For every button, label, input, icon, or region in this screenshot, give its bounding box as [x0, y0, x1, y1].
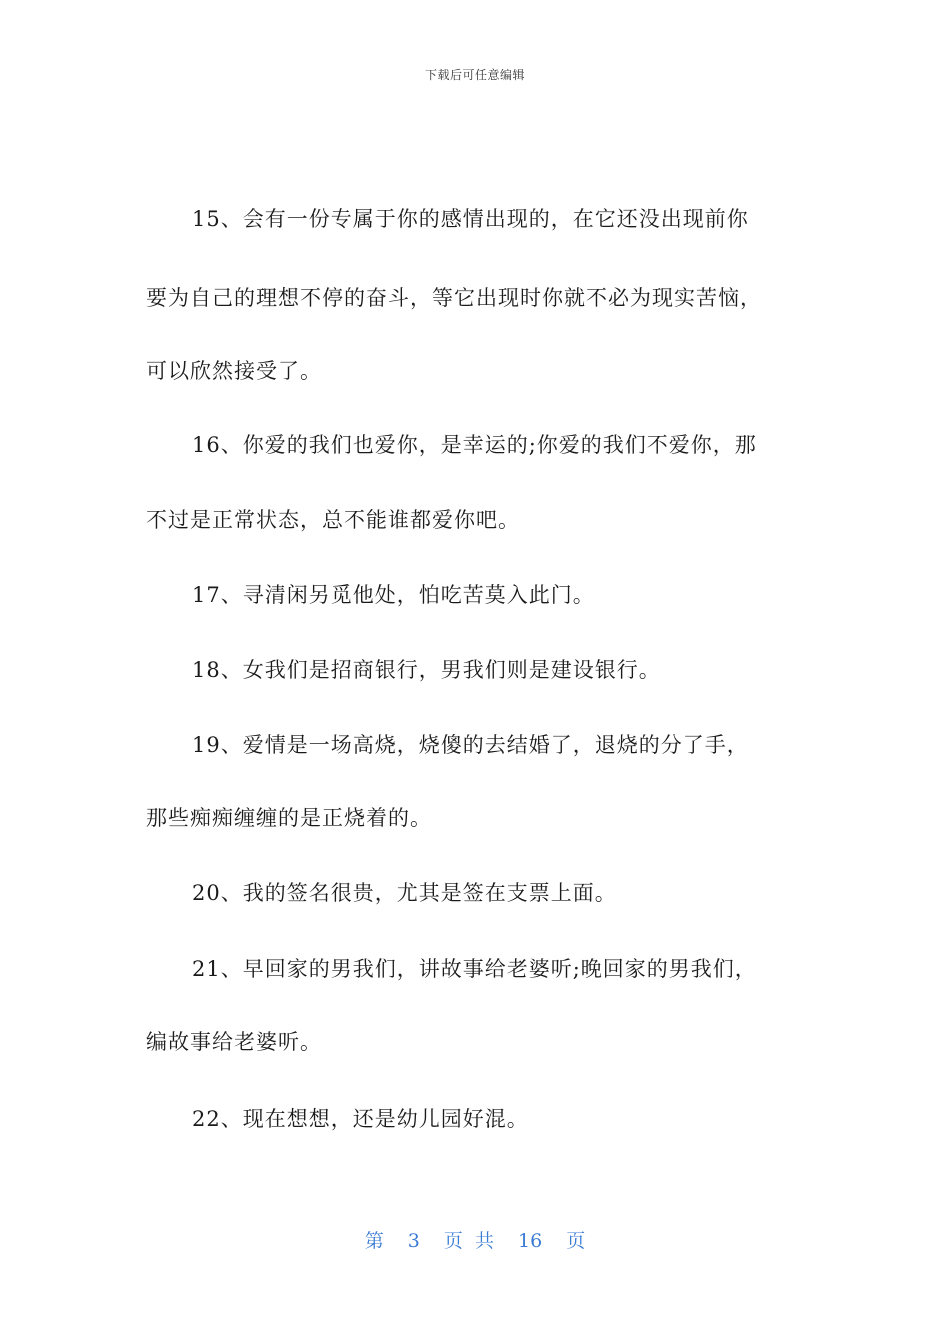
paragraph-line: 要为自己的理想不停的奋斗，等它出现时你就不必为现实苦恼，	[146, 286, 762, 310]
page-footer	[0, 1226, 950, 1253]
footer-label-suffix: 页	[566, 1230, 586, 1252]
paragraph-line: 17、寻清闲另觅他处，怕吃苦莫入此门。	[192, 583, 595, 607]
current-page-number: 3	[407, 1230, 420, 1252]
paragraph-line: 20、我的签名很贵，尤其是签在支票上面。	[192, 881, 617, 905]
paragraph-line: 可以欣然接受了。	[146, 359, 322, 383]
paragraph-line: 不过是正常状态，总不能谁都爱你吧。	[146, 508, 520, 532]
paragraph-line: 18、女我们是招商银行，男我们则是建设银行。	[192, 658, 661, 682]
footer-label-mid: 页 共	[443, 1230, 494, 1252]
paragraph-line: 21、早回家的男我们，讲故事给老婆听;晚回家的男我们，	[192, 957, 757, 981]
page-header: 下载后可任意编辑	[424, 68, 525, 82]
paragraph-line: 22、现在想想，还是幼儿园好混。	[192, 1107, 529, 1131]
paragraph-line: 编故事给老婆听。	[146, 1030, 322, 1054]
footer-label-prefix: 第	[364, 1230, 384, 1252]
paragraph-line: 15、会有一份专属于你的感情出现的，在它还没出现前你	[192, 207, 749, 231]
paragraph-line: 那些痴痴缠缠的是正烧着的。	[146, 806, 432, 830]
paragraph-line: 19、爱情是一场高烧，烧傻的去结婚了，退烧的分了手，	[192, 733, 749, 757]
total-page-count: 16	[518, 1230, 543, 1252]
paragraph-line: 16、你爱的我们也爱你，是幸运的;你爱的我们不爱你，那	[192, 433, 757, 457]
